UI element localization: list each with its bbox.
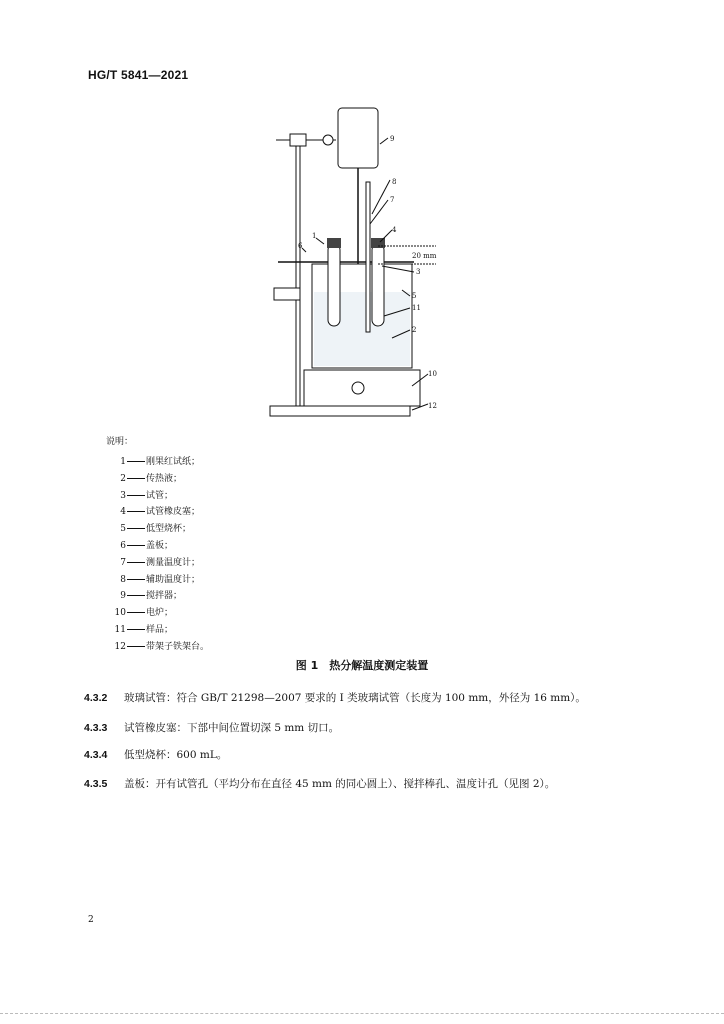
legend-item-number: 2 (120, 473, 126, 484)
legend-item-number: 7 (120, 557, 126, 568)
thermometer (366, 182, 370, 332)
callout-4: 4 (392, 226, 397, 234)
callout-11: 11 (412, 304, 421, 312)
legend-item-text: 辅助温度计； (146, 574, 201, 585)
ring-clamp (274, 288, 300, 300)
legend-list (106, 454, 209, 656)
legend-item-number: 3 (120, 490, 126, 501)
legend-item (106, 555, 209, 572)
clause-number: 4.3.5 (84, 778, 108, 790)
legend-item-text: 刚果红试纸； (146, 457, 201, 467)
stand-base (270, 406, 410, 416)
callout-8: 8 (392, 178, 397, 186)
standard-code: HG/T 5841—2021 (88, 68, 189, 82)
clause-4-3-3 (84, 720, 339, 735)
legend-item-number: 5 (120, 524, 126, 535)
stopper-left (327, 238, 341, 248)
legend-item-number: 11 (114, 624, 126, 635)
legend-item-text: 带架子铁架台。 (146, 641, 210, 652)
legend-title: 说明： (106, 437, 134, 447)
furnace-knob (352, 382, 364, 394)
clause-text: 玻璃试管：符合 GB/T 21298—2007 要求的 I 类玻璃试管（长度为 100 mm，外径为 16 mm）。 (124, 692, 586, 704)
callout-2: 2 (412, 326, 417, 334)
legend-item-text: 试管橡皮塞； (146, 507, 201, 518)
callout-12: 12 (428, 402, 437, 410)
stand-rod (296, 144, 300, 406)
legend-item-text: 测量温度计； (146, 557, 201, 568)
legend-item (106, 454, 209, 471)
legend-item-text: 样品； (146, 624, 174, 635)
test-tube-left (328, 244, 340, 326)
legend-item (106, 504, 209, 521)
legend-item (106, 521, 209, 538)
legend-item-text: 搅拌器； (146, 591, 183, 602)
clause-text: 低型烧杯：600 mL。 (124, 749, 228, 761)
clause-text: 盖板：开有试管孔（平均分布在直径 45 mm 的同心圆上）、搅拌棒孔、温度计孔（见图 2）。 (124, 778, 556, 790)
clause-4-3-5 (84, 776, 555, 791)
dimension-label: 20 mm (412, 252, 437, 260)
legend-item (106, 538, 209, 555)
upper-clamp-screw (323, 135, 333, 145)
page-number: 2 (88, 915, 94, 925)
callout-3: 3 (416, 268, 421, 276)
legend-item-text: 盖板； (146, 540, 174, 551)
legend-item-number: 1 (120, 457, 126, 467)
callout-5: 5 (412, 292, 417, 300)
legend-item (106, 572, 209, 589)
callout-1: 1 (312, 232, 317, 240)
legend-item (106, 605, 209, 622)
legend-item (106, 488, 209, 505)
legend-item-text: 低型烧杯； (146, 524, 192, 535)
upper-bosshead (290, 134, 306, 146)
legend-item-text: 传热液； (146, 473, 183, 484)
legend-item-number: 10 (114, 608, 126, 619)
figure-caption: 图 1 热分解温度测定装置 (295, 659, 429, 672)
callout-10: 10 (428, 370, 437, 378)
legend-item (106, 639, 209, 656)
legend-item (106, 471, 209, 488)
legend-item (106, 622, 209, 639)
legend-item (106, 588, 209, 605)
legend-item-text: 电炉； (146, 608, 174, 619)
callout-6: 6 (298, 242, 303, 250)
legend-item-number: 9 (120, 591, 126, 602)
clause-number: 4.3.4 (84, 749, 108, 761)
clause-number: 4.3.2 (84, 692, 108, 704)
callout-9: 9 (390, 135, 395, 143)
legend-item-number: 12 (114, 641, 126, 652)
apparatus-figure (262, 104, 462, 434)
clause-number: 4.3.3 (84, 722, 108, 734)
page-bottom-rule (0, 1013, 724, 1014)
legend-item-text: 试管； (146, 490, 174, 501)
clause-text: 试管橡皮塞：下部中间位置切深 5 mm 切口。 (124, 722, 340, 734)
callout-7: 7 (390, 196, 395, 204)
clause-4-3-4 (84, 747, 227, 762)
legend-item-number: 6 (120, 540, 126, 551)
legend-item-number: 4 (120, 507, 126, 518)
stirrer-motor (338, 108, 378, 168)
clause-4-3-2 (84, 690, 586, 705)
test-tube-right (372, 244, 384, 326)
legend-item-number: 8 (120, 574, 126, 585)
